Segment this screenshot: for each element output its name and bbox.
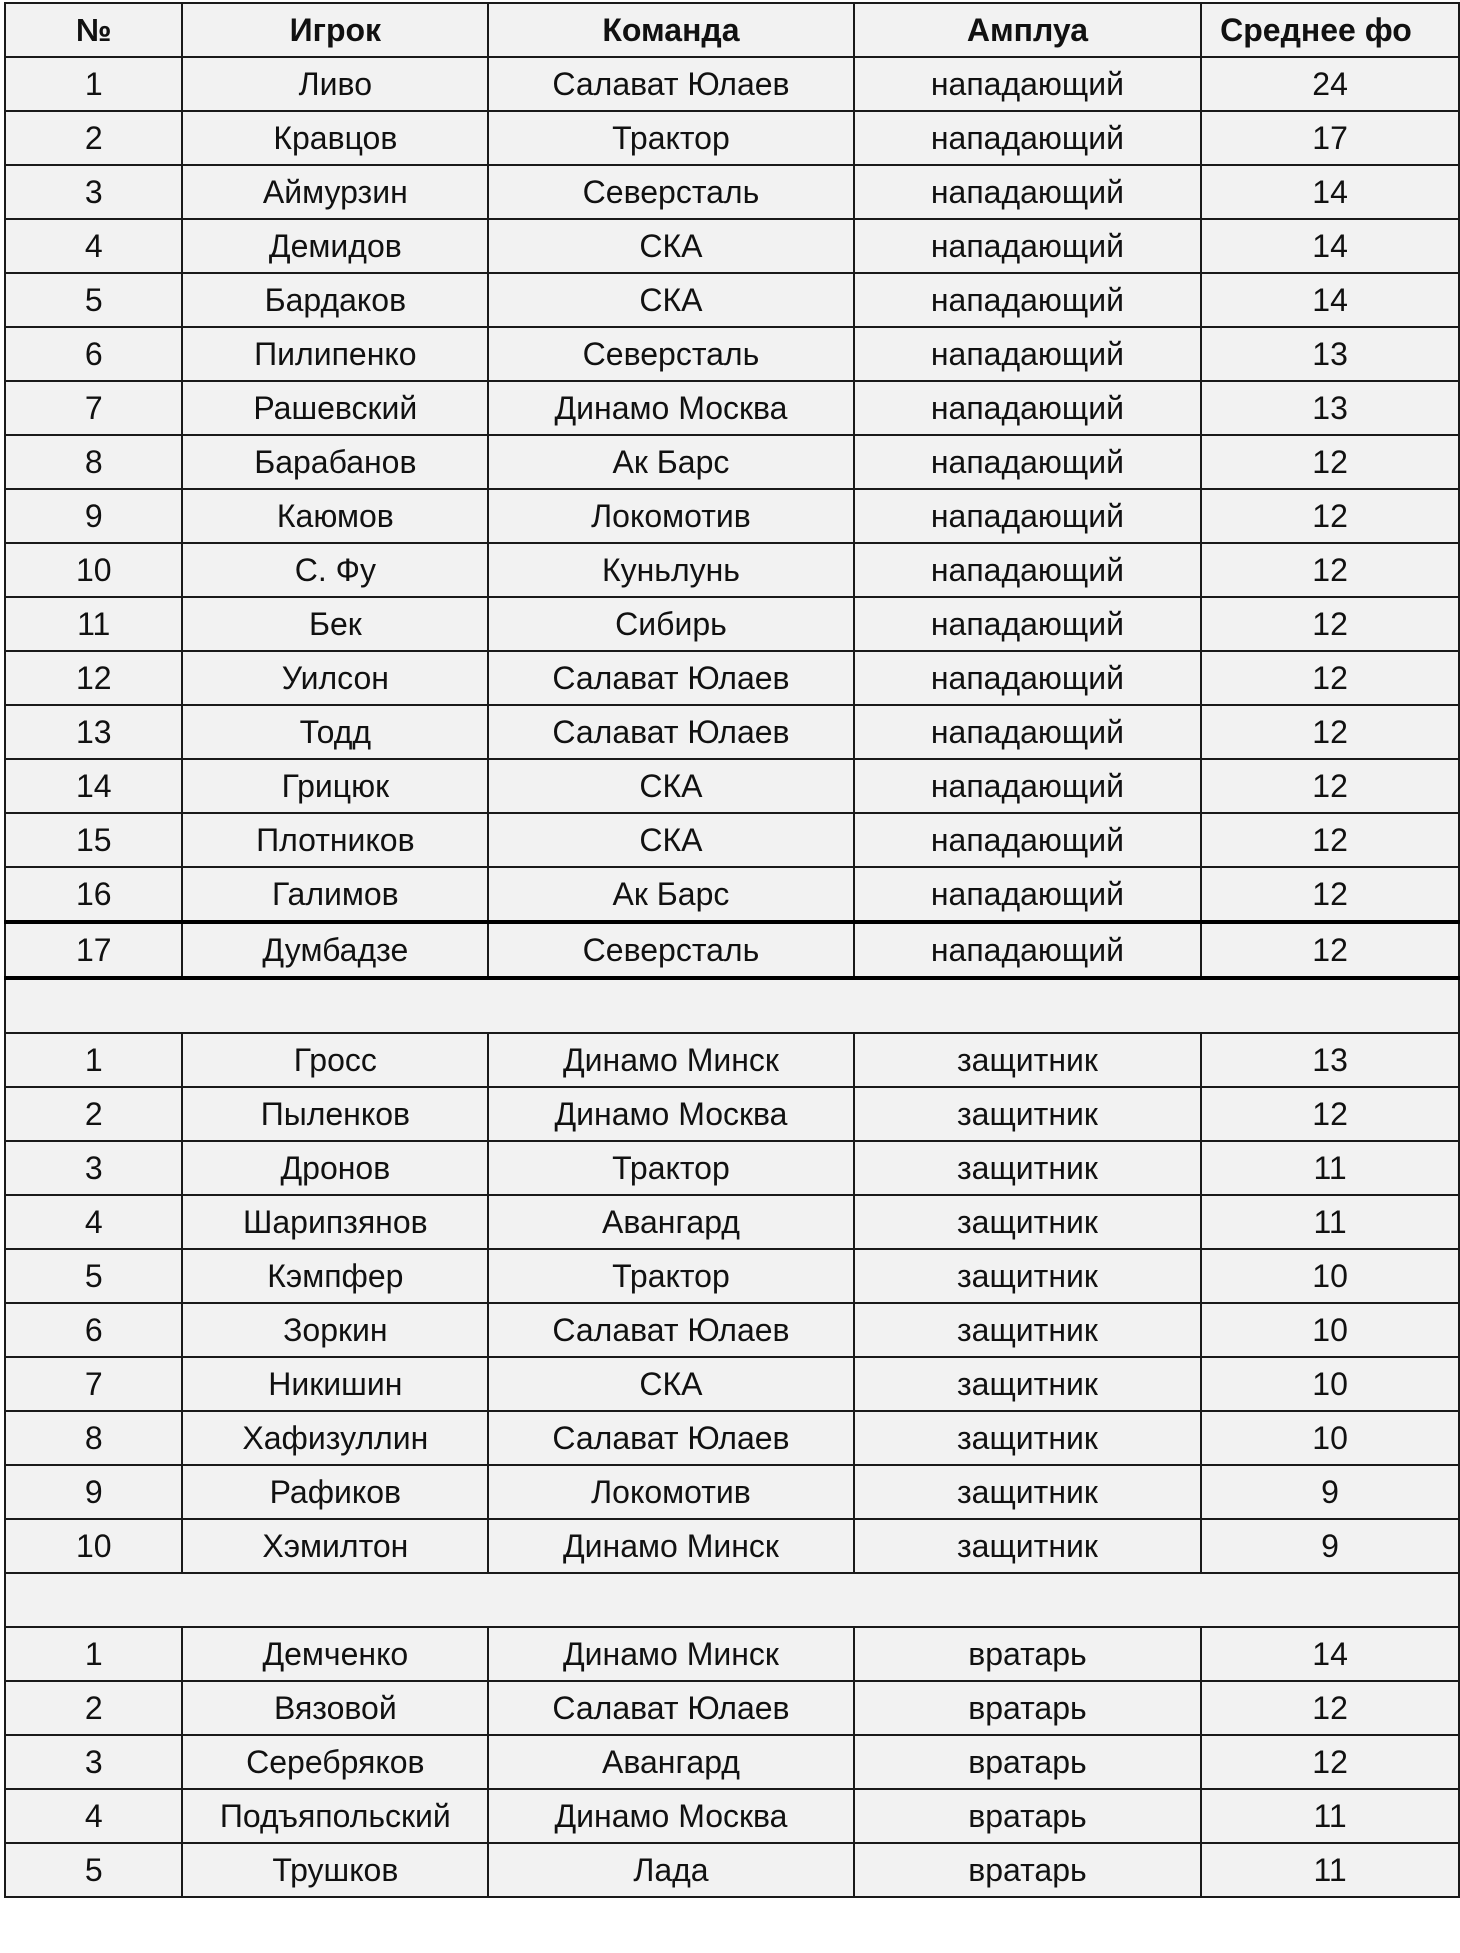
cell-position: нападающий [854,435,1201,489]
cell-team: Динамо Москва [488,1087,854,1141]
cell-position: защитник [854,1087,1201,1141]
cell-position: нападающий [854,273,1201,327]
cell-position: нападающий [854,813,1201,867]
cell-position: вратарь [854,1789,1201,1843]
table-row [5,1249,1459,1303]
cell-position: нападающий [854,57,1201,111]
cell-team: Салават Юлаев [488,1411,854,1465]
cell-number: 13 [5,705,182,759]
cell-average-score: 12 [1201,651,1459,705]
table-row [5,1303,1459,1357]
cell-player: Вязовой [182,1681,488,1735]
cell-average-score: 12 [1201,759,1459,813]
cell-position: вратарь [854,1681,1201,1735]
table-row [5,1789,1459,1843]
cell-average-score: 11 [1201,1789,1459,1843]
cell-player: Барабанов [182,435,488,489]
cell-position: нападающий [854,759,1201,813]
cell-average-score: 10 [1201,1249,1459,1303]
cell-team: Авангард [488,1195,854,1249]
cell-position: защитник [854,1249,1201,1303]
cell-position: защитник [854,1519,1201,1573]
table-row [5,435,1459,489]
cell-number: 2 [5,1681,182,1735]
cell-player: Кравцов [182,111,488,165]
cell-average-score: 12 [1201,813,1459,867]
cell-player: Рашевский [182,381,488,435]
header-player: Игрок [182,3,488,57]
table-row [5,381,1459,435]
cell-number: 1 [5,1627,182,1681]
cell-position: защитник [854,1411,1201,1465]
cell-number: 6 [5,327,182,381]
header-average-score: Среднее фо [1201,3,1459,57]
cell-team: Авангард [488,1735,854,1789]
cell-average-score: 14 [1201,165,1459,219]
cell-average-score: 13 [1201,327,1459,381]
cell-number: 17 [5,922,182,978]
cell-position: защитник [854,1195,1201,1249]
cell-player: Галимов [182,867,488,922]
table-row [5,1357,1459,1411]
cell-player: Демидов [182,219,488,273]
cell-average-score: 9 [1201,1465,1459,1519]
table-row [5,1411,1459,1465]
cell-team: Сибирь [488,597,854,651]
separator-cell [5,1573,1459,1627]
cell-position: нападающий [854,922,1201,978]
cell-number: 5 [5,1249,182,1303]
cell-number: 2 [5,111,182,165]
cell-number: 5 [5,273,182,327]
table-row [5,1519,1459,1573]
cell-position: нападающий [854,705,1201,759]
cell-player: Бардаков [182,273,488,327]
table-row [5,1735,1459,1789]
cell-number: 4 [5,1789,182,1843]
cell-team: Куньлунь [488,543,854,597]
cell-position: защитник [854,1141,1201,1195]
table-row [5,1033,1459,1087]
cell-average-score: 12 [1201,1087,1459,1141]
section-separator-row [5,978,1459,1033]
table-row [5,273,1459,327]
cell-number: 8 [5,1411,182,1465]
separator-cell [5,978,1459,1033]
table-row [5,111,1459,165]
cell-player: Пыленков [182,1087,488,1141]
cell-average-score: 13 [1201,381,1459,435]
cell-average-score: 10 [1201,1411,1459,1465]
cell-position: нападающий [854,867,1201,922]
cell-number: 1 [5,57,182,111]
header-number: № [5,3,182,57]
cell-average-score: 12 [1201,543,1459,597]
cell-number: 14 [5,759,182,813]
cell-player: Дронов [182,1141,488,1195]
cell-average-score: 11 [1201,1141,1459,1195]
cell-position: нападающий [854,165,1201,219]
table-row [5,327,1459,381]
table-row [5,1195,1459,1249]
cell-number: 10 [5,1519,182,1573]
cell-number: 4 [5,1195,182,1249]
cell-player: Подъяпольский [182,1789,488,1843]
cell-number: 11 [5,597,182,651]
cell-player: Тодд [182,705,488,759]
cell-average-score: 11 [1201,1195,1459,1249]
cell-player: Уилсон [182,651,488,705]
cell-average-score: 14 [1201,1627,1459,1681]
cell-average-score: 9 [1201,1519,1459,1573]
cell-number: 3 [5,1141,182,1195]
cell-position: нападающий [854,651,1201,705]
cell-average-score: 12 [1201,435,1459,489]
cell-team: Динамо Москва [488,1789,854,1843]
cell-number: 4 [5,219,182,273]
cell-number: 6 [5,1303,182,1357]
cell-team: Локомотив [488,1465,854,1519]
cell-team: Ак Барс [488,867,854,922]
table-row [5,705,1459,759]
cell-team: Салават Юлаев [488,57,854,111]
cell-player: Думбадзе [182,922,488,978]
cell-player: Кэмпфер [182,1249,488,1303]
cell-team: СКА [488,813,854,867]
cell-number: 8 [5,435,182,489]
cell-player: Зоркин [182,1303,488,1357]
table-row [5,165,1459,219]
section-separator-row [5,1573,1459,1627]
cell-team: Динамо Минск [488,1519,854,1573]
cell-team: Салават Юлаев [488,705,854,759]
cell-position: вратарь [854,1735,1201,1789]
cell-team: Лада [488,1843,854,1897]
cell-number: 2 [5,1087,182,1141]
cell-team: СКА [488,273,854,327]
cell-player: Каюмов [182,489,488,543]
cell-team: Салават Юлаев [488,1303,854,1357]
cell-position: вратарь [854,1627,1201,1681]
table-row [5,1627,1459,1681]
cell-number: 9 [5,489,182,543]
table-row [5,867,1459,922]
cell-number: 1 [5,1033,182,1087]
table-row [5,543,1459,597]
cell-team: Ак Барс [488,435,854,489]
cell-number: 16 [5,867,182,922]
table-row [5,1141,1459,1195]
cell-player: Пилипенко [182,327,488,381]
cell-team: Трактор [488,1141,854,1195]
cell-number: 10 [5,543,182,597]
cell-average-score: 12 [1201,1681,1459,1735]
table-row [5,57,1459,111]
cell-team: Северсталь [488,327,854,381]
cell-team: СКА [488,1357,854,1411]
cell-player: Шарипзянов [182,1195,488,1249]
cell-player: Грицюк [182,759,488,813]
cell-team: Локомотив [488,489,854,543]
cell-team: Динамо Минск [488,1033,854,1087]
cell-average-score: 10 [1201,1303,1459,1357]
cell-team: Салават Юлаев [488,651,854,705]
cell-average-score: 12 [1201,489,1459,543]
cell-number: 7 [5,1357,182,1411]
cell-average-score: 12 [1201,922,1459,978]
cell-position: нападающий [854,597,1201,651]
player-stats-table [4,2,1460,1898]
cell-team: Салават Юлаев [488,1681,854,1735]
table-row [5,1087,1459,1141]
cell-team: СКА [488,759,854,813]
cell-player: Гросс [182,1033,488,1087]
cell-player: Рафиков [182,1465,488,1519]
cell-team: Северсталь [488,922,854,978]
cell-average-score: 14 [1201,219,1459,273]
cell-position: нападающий [854,111,1201,165]
cell-player: Серебряков [182,1735,488,1789]
header-position: Амплуа [854,3,1201,57]
cell-player: Никишин [182,1357,488,1411]
cell-position: нападающий [854,327,1201,381]
table-row [5,922,1459,978]
cell-team: Динамо Москва [488,381,854,435]
cell-team: Динамо Минск [488,1627,854,1681]
cell-player: Ливо [182,57,488,111]
cell-average-score: 13 [1201,1033,1459,1087]
cell-number: 7 [5,381,182,435]
cell-position: нападающий [854,381,1201,435]
table-row [5,1465,1459,1519]
cell-average-score: 12 [1201,867,1459,922]
table-row [5,759,1459,813]
cell-average-score: 12 [1201,1735,1459,1789]
cell-average-score: 17 [1201,111,1459,165]
cell-average-score: 12 [1201,705,1459,759]
cell-team: Трактор [488,111,854,165]
cell-team: СКА [488,219,854,273]
cell-player: Бек [182,597,488,651]
cell-number: 12 [5,651,182,705]
table-row [5,651,1459,705]
cell-number: 15 [5,813,182,867]
cell-number: 3 [5,1735,182,1789]
cell-number: 9 [5,1465,182,1519]
table-row [5,813,1459,867]
cell-player: Хэмилтон [182,1519,488,1573]
table-row [5,1843,1459,1897]
cell-position: защитник [854,1465,1201,1519]
cell-average-score: 11 [1201,1843,1459,1897]
cell-team: Трактор [488,1249,854,1303]
cell-number: 3 [5,165,182,219]
cell-average-score: 14 [1201,273,1459,327]
cell-position: защитник [854,1357,1201,1411]
header-team: Команда [488,3,854,57]
cell-average-score: 10 [1201,1357,1459,1411]
cell-player: Плотников [182,813,488,867]
cell-player: Аймурзин [182,165,488,219]
cell-player: Трушков [182,1843,488,1897]
cell-average-score: 24 [1201,57,1459,111]
header-row [5,3,1459,57]
cell-team: Северсталь [488,165,854,219]
cell-number: 5 [5,1843,182,1897]
table-row [5,597,1459,651]
cell-position: нападающий [854,219,1201,273]
table-row [5,1681,1459,1735]
table-row [5,489,1459,543]
cell-position: защитник [854,1303,1201,1357]
cell-position: защитник [854,1033,1201,1087]
cell-player: Хафизуллин [182,1411,488,1465]
cell-position: нападающий [854,489,1201,543]
cell-player: С. Фу [182,543,488,597]
cell-average-score: 12 [1201,597,1459,651]
cell-player: Демченко [182,1627,488,1681]
cell-position: нападающий [854,543,1201,597]
table-row [5,219,1459,273]
cell-position: вратарь [854,1843,1201,1897]
